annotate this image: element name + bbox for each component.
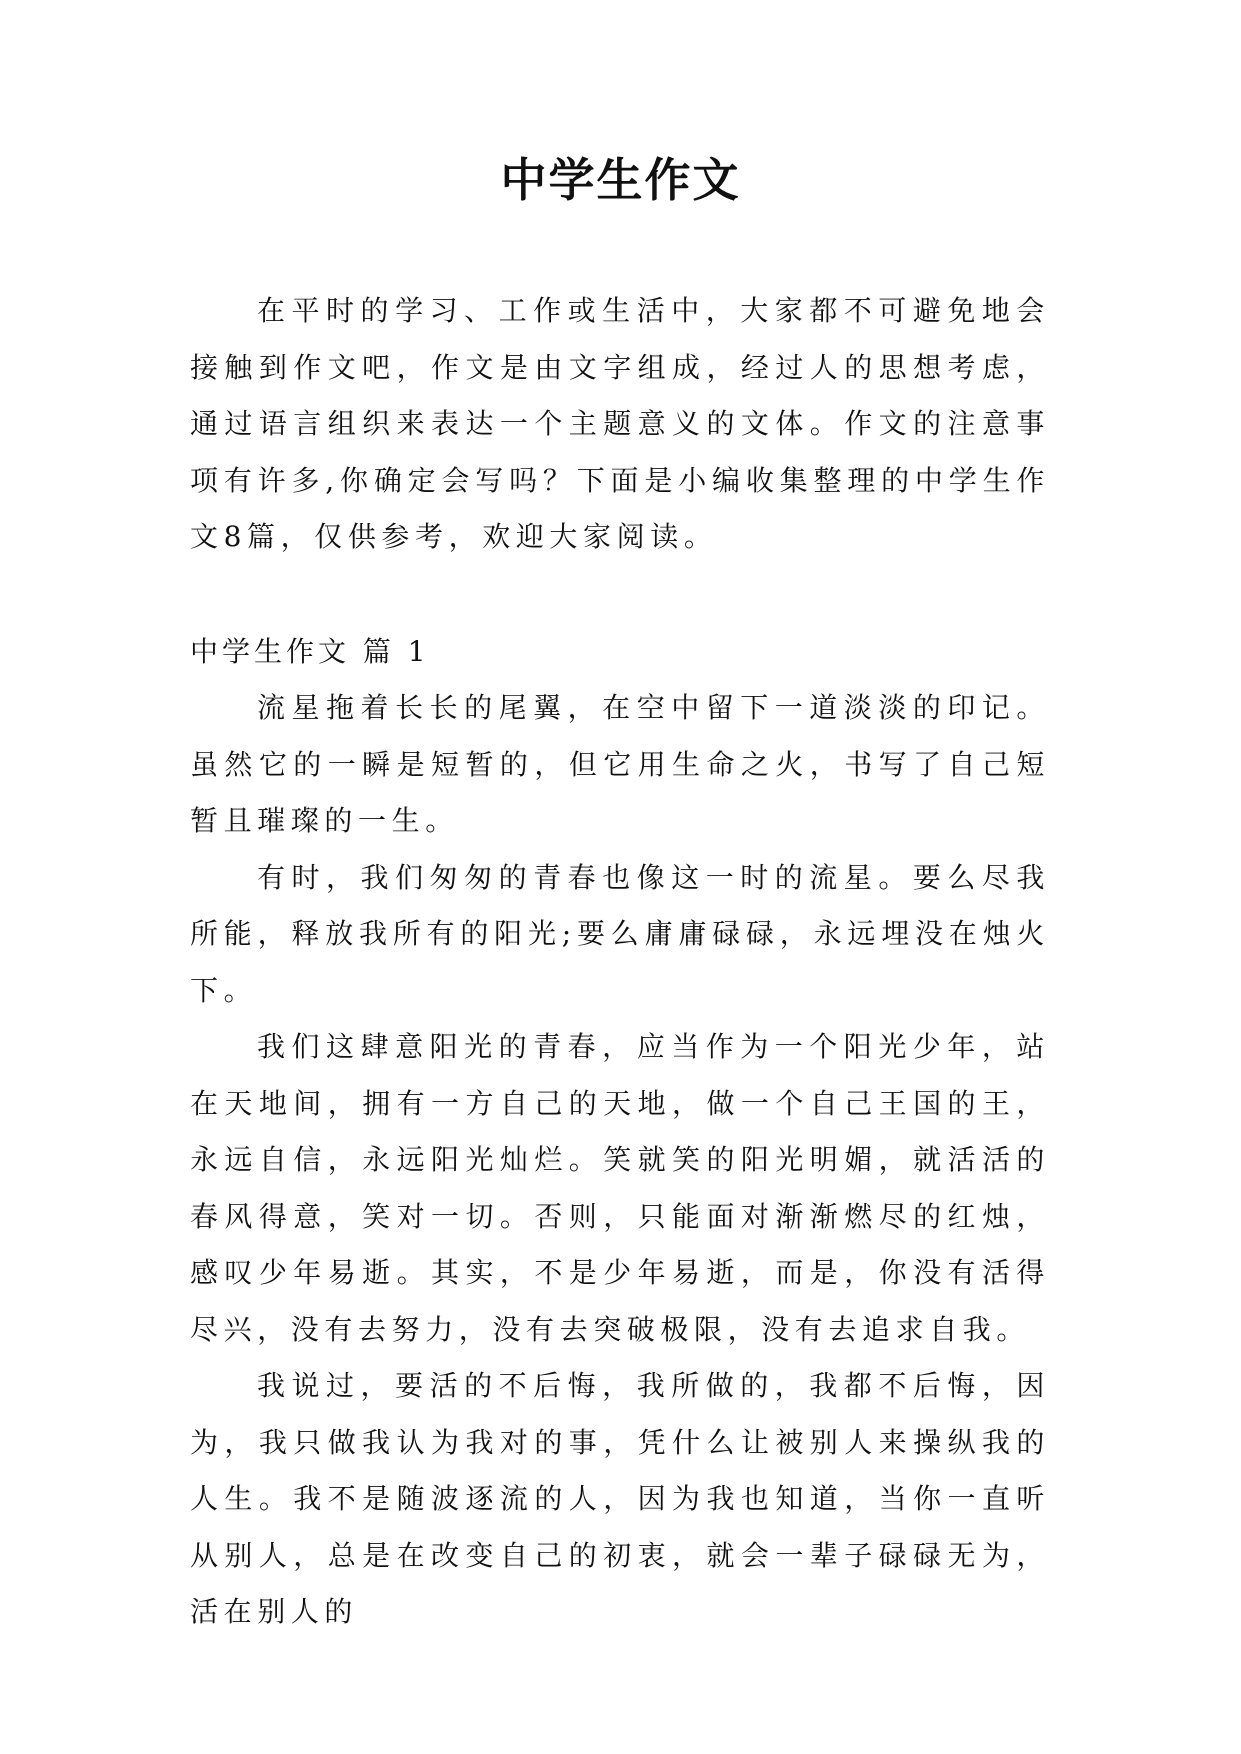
section-paragraph: 流星拖着长长的尾翼，在空中留下一道淡淡的印记。虽然它的一瞬是短暂的，但它用生命之火，书写了自己短暂且璀璨的一生。 <box>190 691 1050 837</box>
section-paragraph: 我说过，要活的不后悔，我所做的，我都不后悔，因为，我只做我认为我对的事，凭什么让被别人来操纵我的人生。我不是随波逐流的人，因为我也知道，当你一直听从别人，总是在改变自己的初衷，就会一辈子碌碌无为，活在别人的 <box>190 1369 1050 1628</box>
section-heading: 中学生作文 篇 1 <box>190 634 430 668</box>
intro-paragraph: 在平时的学习、工作或生活中，大家都不可避免地会接触到作文吧，作文是由文字组成，经过人的思想考虑，通过语言组织来表达一个主题意义的文体。作文的注意事项有许多,你确定会写吗？下面是小编收集整理的中学生作文8篇，仅供参考，欢迎大家阅读。 <box>190 294 1050 553</box>
section-paragraph: 有时，我们匆匆的青春也像这一时的流星。要么尽我所能，释放我所有的阳光;要么庸庸碌碌，永远埋没在烛火下。 <box>190 860 1050 1007</box>
essay-section <box>190 624 1050 1641</box>
document-body <box>190 283 1050 1641</box>
section-paragraph: 我们这肆意阳光的青春，应当作为一个阳光少年，站在天地间，拥有一方自己的天地，做一个自己王国的王，永远自信，永远阳光灿烂。笑就笑的阳光明媚，就活活的春风得意，笑对一切。否则，只能面对渐渐燃尽的红烛，感叹少年易逝。其实，不是少年易逝，而是，你没有活得尽兴，没有去努力，没有去突破极限，没有去追求自我。 <box>190 1030 1050 1346</box>
document-title: 中学生作文 <box>500 153 741 207</box>
